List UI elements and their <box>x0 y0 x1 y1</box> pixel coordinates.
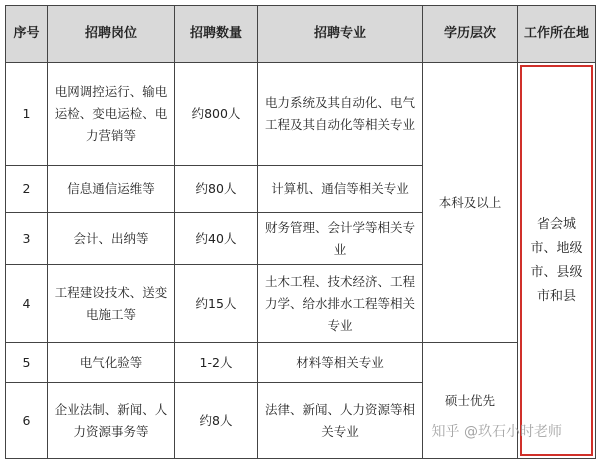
header-row <box>6 6 596 63</box>
cell-index: 5 <box>6 343 48 383</box>
cell-major: 土木工程、技术经济、工程力学、给水排水工程等相关专业 <box>258 265 423 343</box>
watermark: 知乎 @玖石小时老师 <box>431 424 562 440</box>
cell-position: 信息通信运维等 <box>48 166 175 213</box>
recruitment-table <box>5 5 596 459</box>
cell-quantity: 约15人 <box>175 265 258 343</box>
cell-position: 工程建设技术、送变电施工等 <box>48 265 175 343</box>
cell-quantity: 约40人 <box>175 213 258 265</box>
header-location: 工作所在地 <box>518 6 596 63</box>
cell-major: 材料等相关专业 <box>258 343 423 383</box>
cell-education-master: 硕士优先 <box>423 343 518 459</box>
cell-quantity: 1-2人 <box>175 343 258 383</box>
cell-position: 会计、出纳等 <box>48 213 175 265</box>
cell-quantity: 约8人 <box>175 383 258 459</box>
cell-position: 企业法制、新闻、人力资源事务等 <box>48 383 175 459</box>
header-education: 学历层次 <box>423 6 518 63</box>
header-major: 招聘专业 <box>258 6 423 63</box>
cell-location <box>518 63 596 459</box>
cell-major: 法律、新闻、人力资源等相关专业 <box>258 383 423 459</box>
table-row <box>6 343 596 383</box>
header-quantity: 招聘数量 <box>175 6 258 63</box>
cell-position: 电气化验等 <box>48 343 175 383</box>
cell-index: 2 <box>6 166 48 213</box>
cell-quantity: 约800人 <box>175 63 258 166</box>
cell-major: 计算机、通信等相关专业 <box>258 166 423 213</box>
cell-position: 电网调控运行、输电运检、变电运检、电力营销等 <box>48 63 175 166</box>
cell-major: 电力系统及其自动化、电气工程及其自动化等相关专业 <box>258 63 423 166</box>
header-position: 招聘岗位 <box>48 6 175 63</box>
cell-major: 财务管理、会计学等相关专业 <box>258 213 423 265</box>
location-text: 省会城市、地级市、县级市和县 <box>530 216 583 304</box>
table-row <box>6 63 596 166</box>
cell-index: 3 <box>6 213 48 265</box>
location-highlight-box <box>520 65 593 456</box>
cell-index: 4 <box>6 265 48 343</box>
cell-index: 6 <box>6 383 48 459</box>
header-index: 序号 <box>6 6 48 63</box>
cell-index: 1 <box>6 63 48 166</box>
cell-education-undergrad: 本科及以上 <box>423 63 518 343</box>
cell-quantity: 约80人 <box>175 166 258 213</box>
